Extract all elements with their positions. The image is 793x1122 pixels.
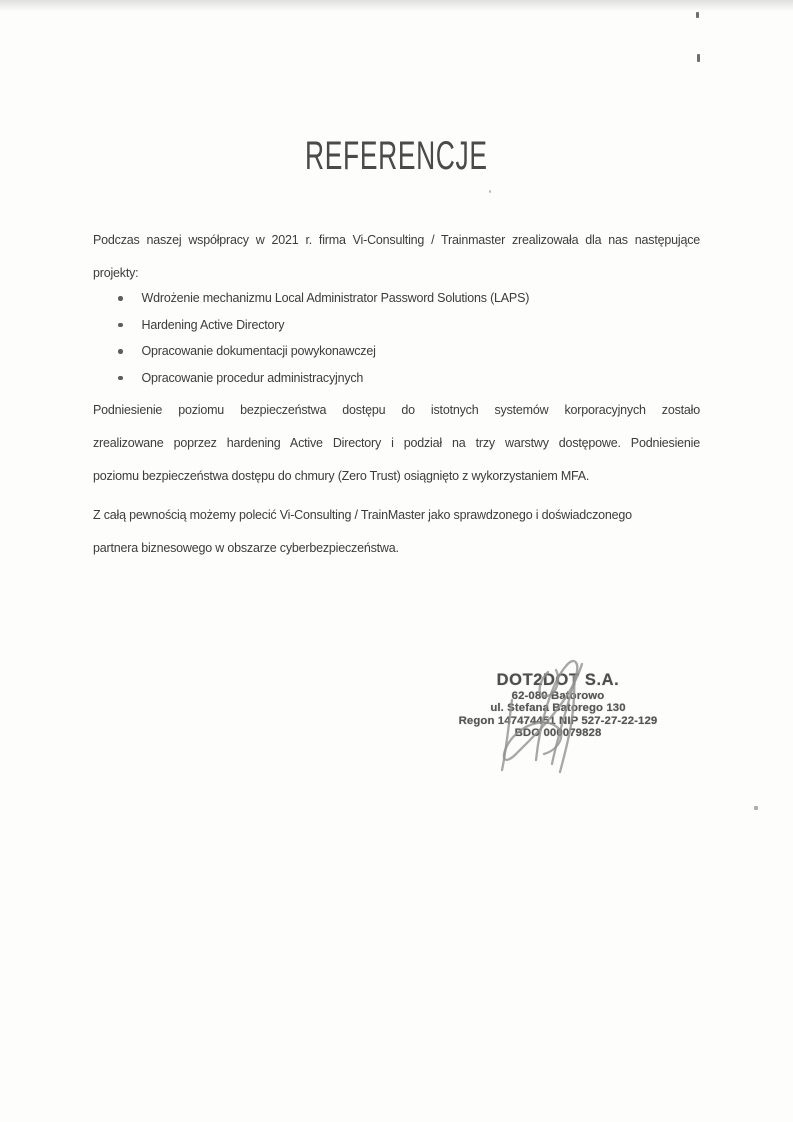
document-title-row: [0, 134, 793, 179]
list-item: [118, 312, 678, 339]
project-item-label: Wdrożenie mechanizmu Local Administrator Password Solutions (LAPS): [141, 291, 530, 306]
recommendation-line: partnera biznesowego w obszarze cyberbezpieczeństwa.: [93, 541, 399, 555]
scanner-edge-band: [0, 0, 793, 12]
list-item: [118, 338, 678, 365]
bullet-icon: [118, 376, 123, 381]
stamp-company-name: DOT2DOT S.A.: [496, 671, 620, 689]
recommendation-line: Z całą pewnością możemy polecić Vi-Consulting / TrainMaster jako sprawdzonego i doświadczonego: [93, 508, 632, 522]
scan-artifact-speck: [697, 54, 700, 62]
project-item-label: Opracowanie dokumentacji powykonawczej: [141, 344, 376, 359]
project-item-label: Hardening Active Directory: [141, 317, 285, 332]
bullet-icon: [118, 323, 123, 328]
security-line: zrealizowane poprzez hardening Active Directory i podział na trzy warstwy dostępowe. Podniesienie: [93, 436, 700, 450]
stamp-street: ul. Stefana Batorego 130: [490, 702, 626, 715]
security-line: poziomu bezpieczeństwa dostępu do chmury (Zero Trust) osiągnięto z wykorzystaniem MFA.: [93, 469, 590, 483]
intro-paragraph: [93, 224, 700, 290]
document-title: REFERENCJE: [305, 134, 488, 178]
list-item: [118, 365, 678, 392]
stamp-bdo: BDO 000079828: [514, 727, 602, 740]
project-item-label: Opracowanie procedur administracyjnych: [141, 370, 364, 385]
projects-list: [118, 285, 678, 391]
bullet-icon: [118, 296, 123, 301]
recommendation-paragraph: [93, 499, 700, 565]
company-stamp: [438, 671, 678, 740]
stamp-regon-nip: Regon 147474451 NIP 527-27-22-129: [458, 714, 658, 727]
list-item: [118, 285, 678, 312]
scan-artifact-speck: [489, 190, 491, 193]
intro-line: projekty:: [93, 266, 139, 280]
stamp-postal-city: 62-080 Batorowo: [511, 690, 605, 702]
scan-artifact-speck: [754, 806, 758, 810]
bullet-icon: [118, 349, 123, 354]
intro-line: Podczas naszej współpracy w 2021 r. firma Vi-Consulting / Trainmaster zrealizowała dla nas następujące: [93, 233, 700, 247]
security-line: Podniesienie poziomu bezpieczeństwa dostępu do istotnych systemów korporacyjnych zostało: [93, 403, 700, 417]
scan-artifact-speck: [696, 12, 699, 18]
security-paragraph: [93, 394, 700, 493]
